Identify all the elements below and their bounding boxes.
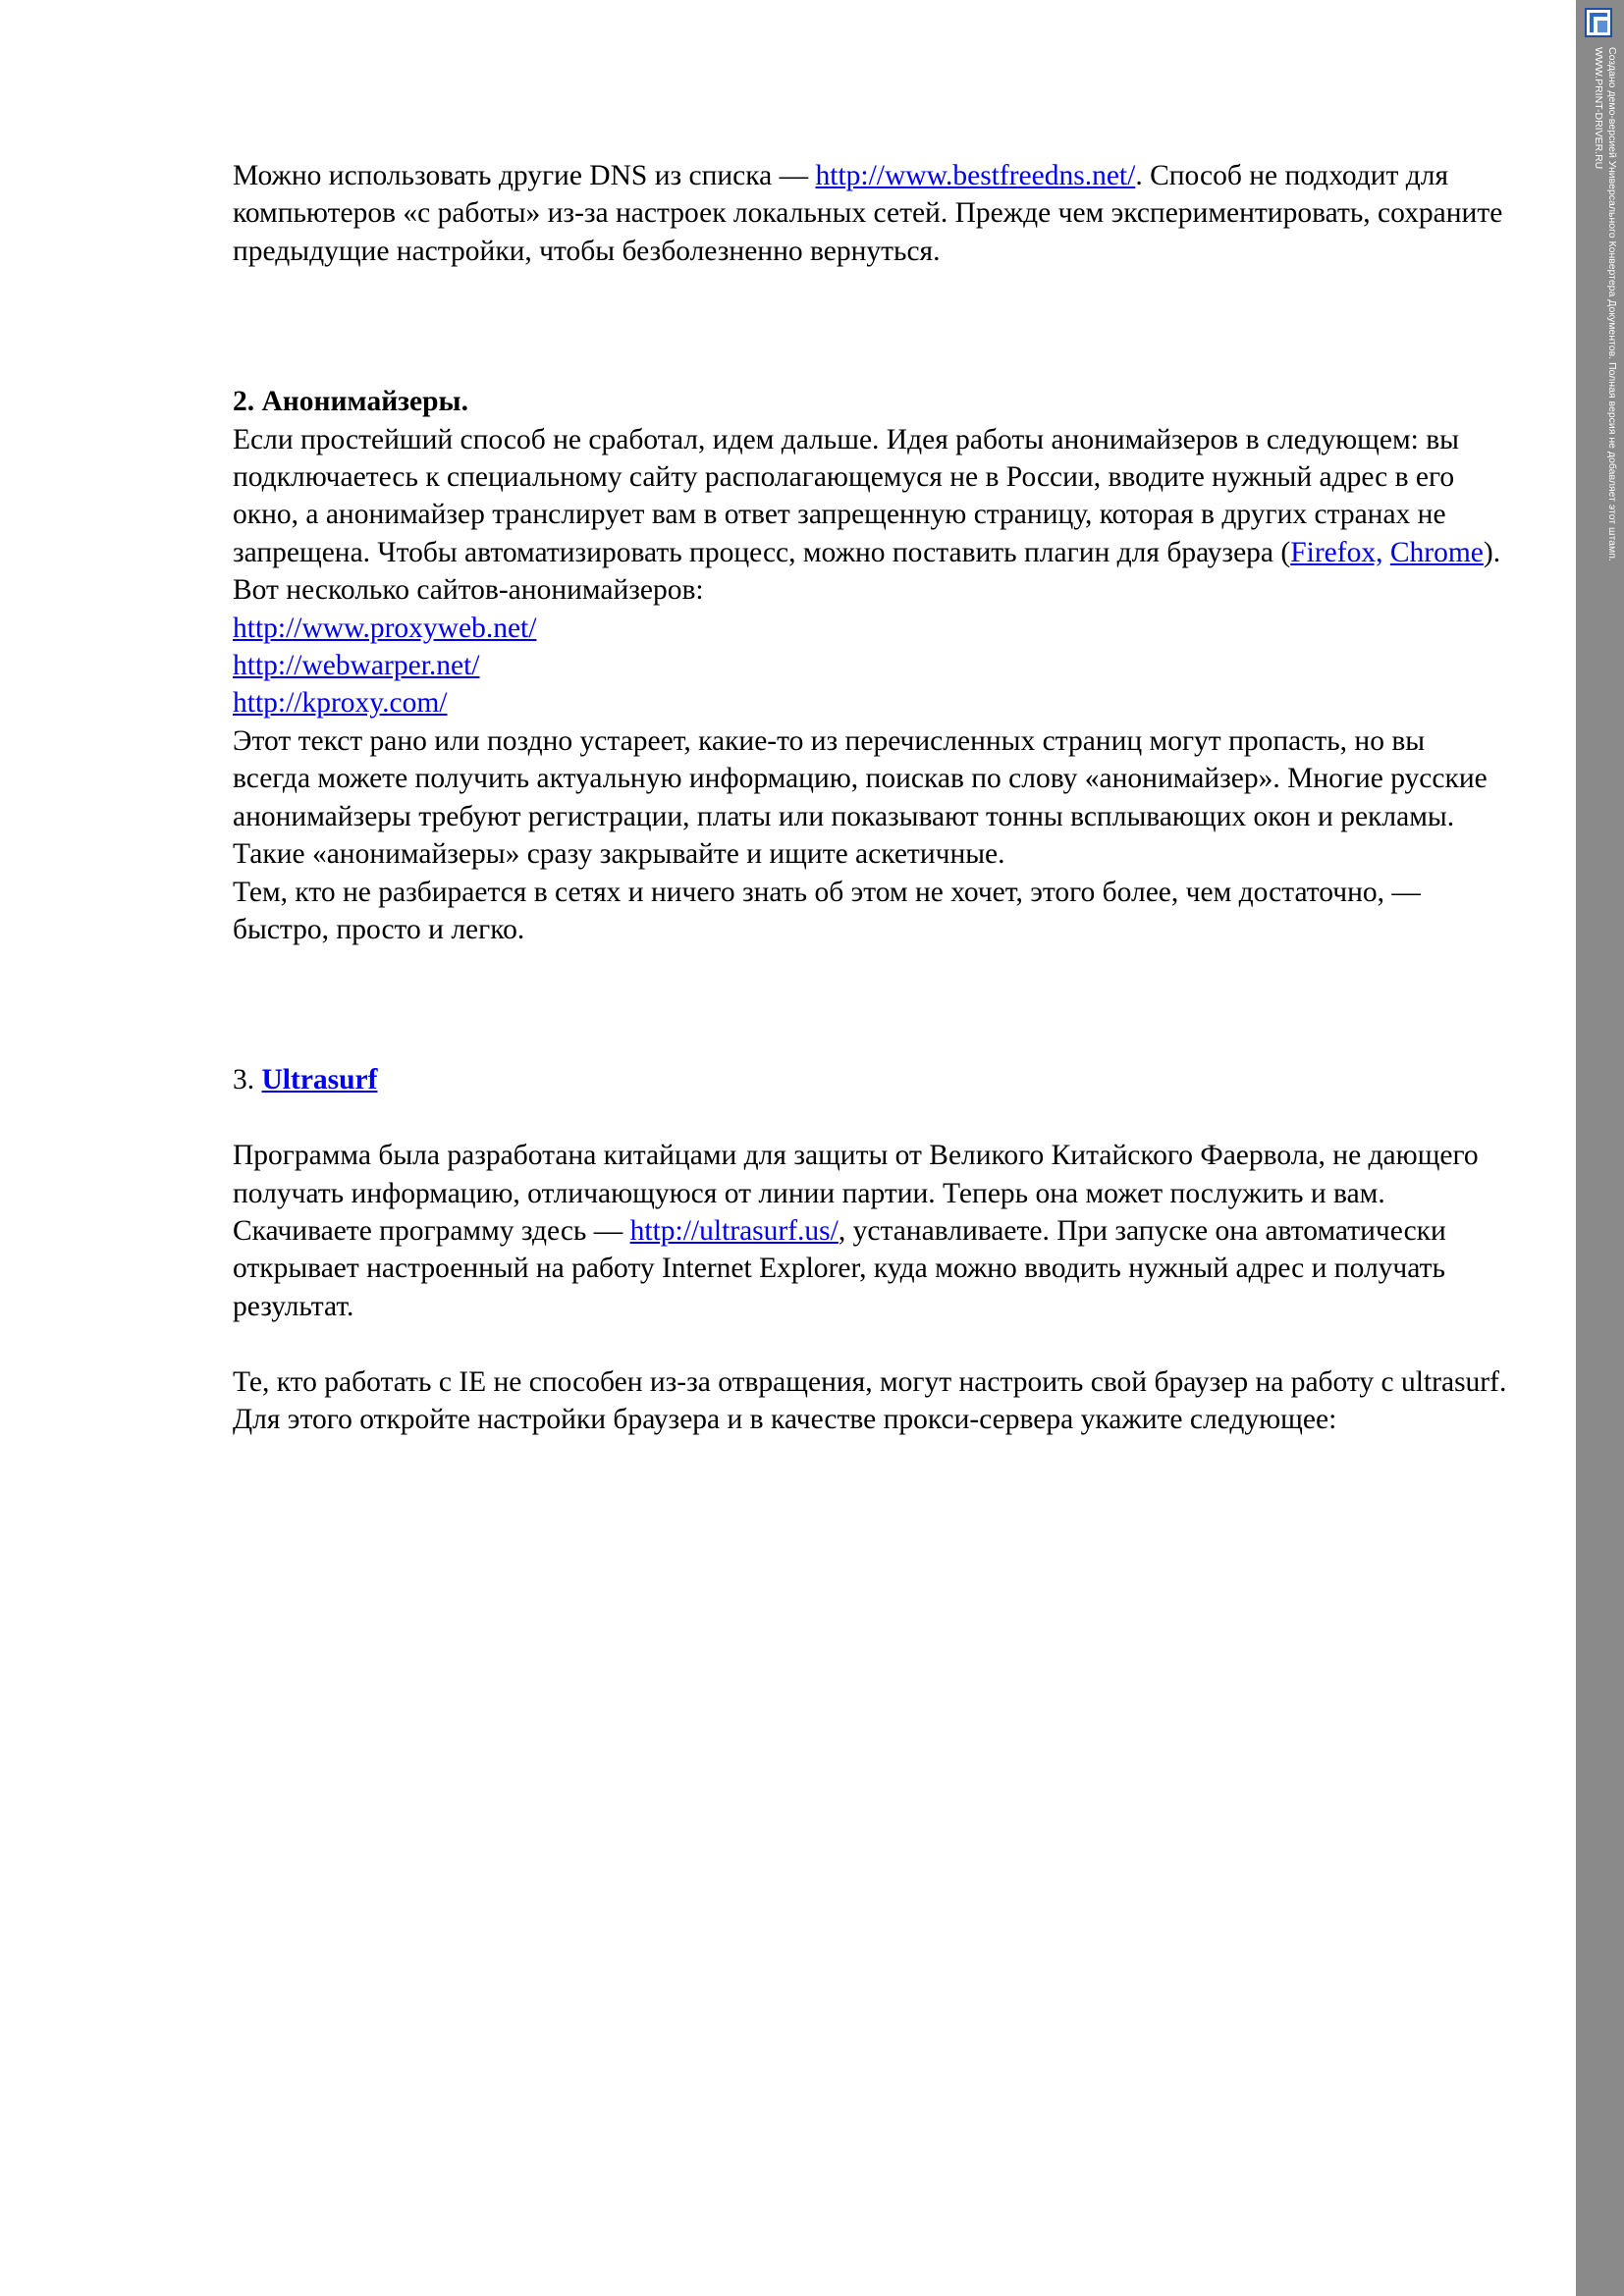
anonymizer-link-line xyxy=(233,647,1509,684)
section2-heading: 2. Анонимайзеры. xyxy=(233,386,468,418)
link-kproxy[interactable]: http://kproxy.com/ xyxy=(233,687,448,720)
document-body xyxy=(233,157,1509,1438)
link-webwarper[interactable]: http://webwarper.net/ xyxy=(233,650,480,682)
anonymizer-link-line xyxy=(233,684,1509,721)
paragraph-ultrasurf-proxy: Те, кто работать с IE не способен из-за отвращения, могут настроить свой браузер на работу с ultrasurf. Для этого откройте настройки браузера и в качестве прокси-сервера укажите следующее: xyxy=(233,1365,1507,1435)
link-ultrasurf-site[interactable]: http://ultrasurf.us/ xyxy=(629,1214,839,1247)
link-chrome-plugin[interactable]: Chrome xyxy=(1389,536,1484,568)
watermark-line-1: Создано демо-версией Универсального Конвертера Документов. Полная версия не добавляет этот штамп. xyxy=(1606,47,1618,561)
anonymizer-link-line xyxy=(233,610,1509,647)
link-ultrasurf-heading[interactable]: Ultrasurf xyxy=(261,1064,378,1096)
spacer xyxy=(233,948,1509,1061)
watermark-line-2: WWW.PRINT-DRIVER.RU xyxy=(1593,47,1604,170)
converter-watermark-bar xyxy=(1576,0,1624,2296)
paragraph-ultrasurf-intro: Программа была разработана китайцами для защиты от Великого Китайского Фаервола, не дающего получать информацию, отличающуюся от линии партии. Теперь она может послужить и вам. Скачиваете программу здесь — http://ultrasurf.us/, устанавливаете. При запуске она автоматически открывает настроенный на работу Internet Explorer, куда можно вводить нужный адрес и получать результат. xyxy=(233,1140,1479,1322)
link-firefox-plugin[interactable]: Firefox, xyxy=(1290,536,1383,568)
spacer xyxy=(233,270,1509,383)
spacer xyxy=(233,1325,1509,1362)
paragraph-easy: Тем, кто не разбирается в сетях и ничего знать об этом не хочет, этого более, чем достаточно, — быстро, просто и легко. xyxy=(233,876,1421,945)
link-proxyweb[interactable]: http://www.proxyweb.net/ xyxy=(233,612,537,644)
paragraph-anonymizers-intro: Если простейший способ не сработал, идем дальше. Идея работы анонимайзеров в следующем: вы подключаетесь к специальному сайту располагающемуся не в России, вводите нужный адрес в его окно, а анонимайзер транслирует вам в ответ запрещенную страницу, которая в других странах не запрещена. Чтобы автоматизировать процесс, можно поставить плагин для браузера (Firefox, Chrome). Вот несколько сайтов-анонимайзеров: xyxy=(233,423,1501,607)
document-converter-logo-icon xyxy=(1585,8,1612,37)
paragraph-dns: Можно использовать другие DNS из списка — http://www.bestfreedns.net/. Способ не подходит для компьютеров «с работы» из-за настроек локальных сетей. Прежде чем экспериментировать, сохраните предыдущие настройки, чтобы безболезненно вернуться. xyxy=(233,160,1503,267)
spacer xyxy=(233,1099,1509,1137)
watermark-text xyxy=(1586,47,1621,656)
paragraph-outdated-warning: Этот текст рано или поздно устареет, какие-то из перечисленных страниц могут пропасть, но вы всегда можете получить актуальную информацию, поискав по слову «анонимайзер». Многие русские анонимайзеры требуют регистрации, платы или показывают тонны всплывающих окон и рекламы. Такие «анонимайзеры» сразу закрывайте и ищите аскетичные. xyxy=(233,724,1488,871)
section3-heading: 3. Ultrasurf xyxy=(233,1064,378,1096)
link-bestfreedns[interactable]: http://www.bestfreedns.net/ xyxy=(815,160,1136,191)
